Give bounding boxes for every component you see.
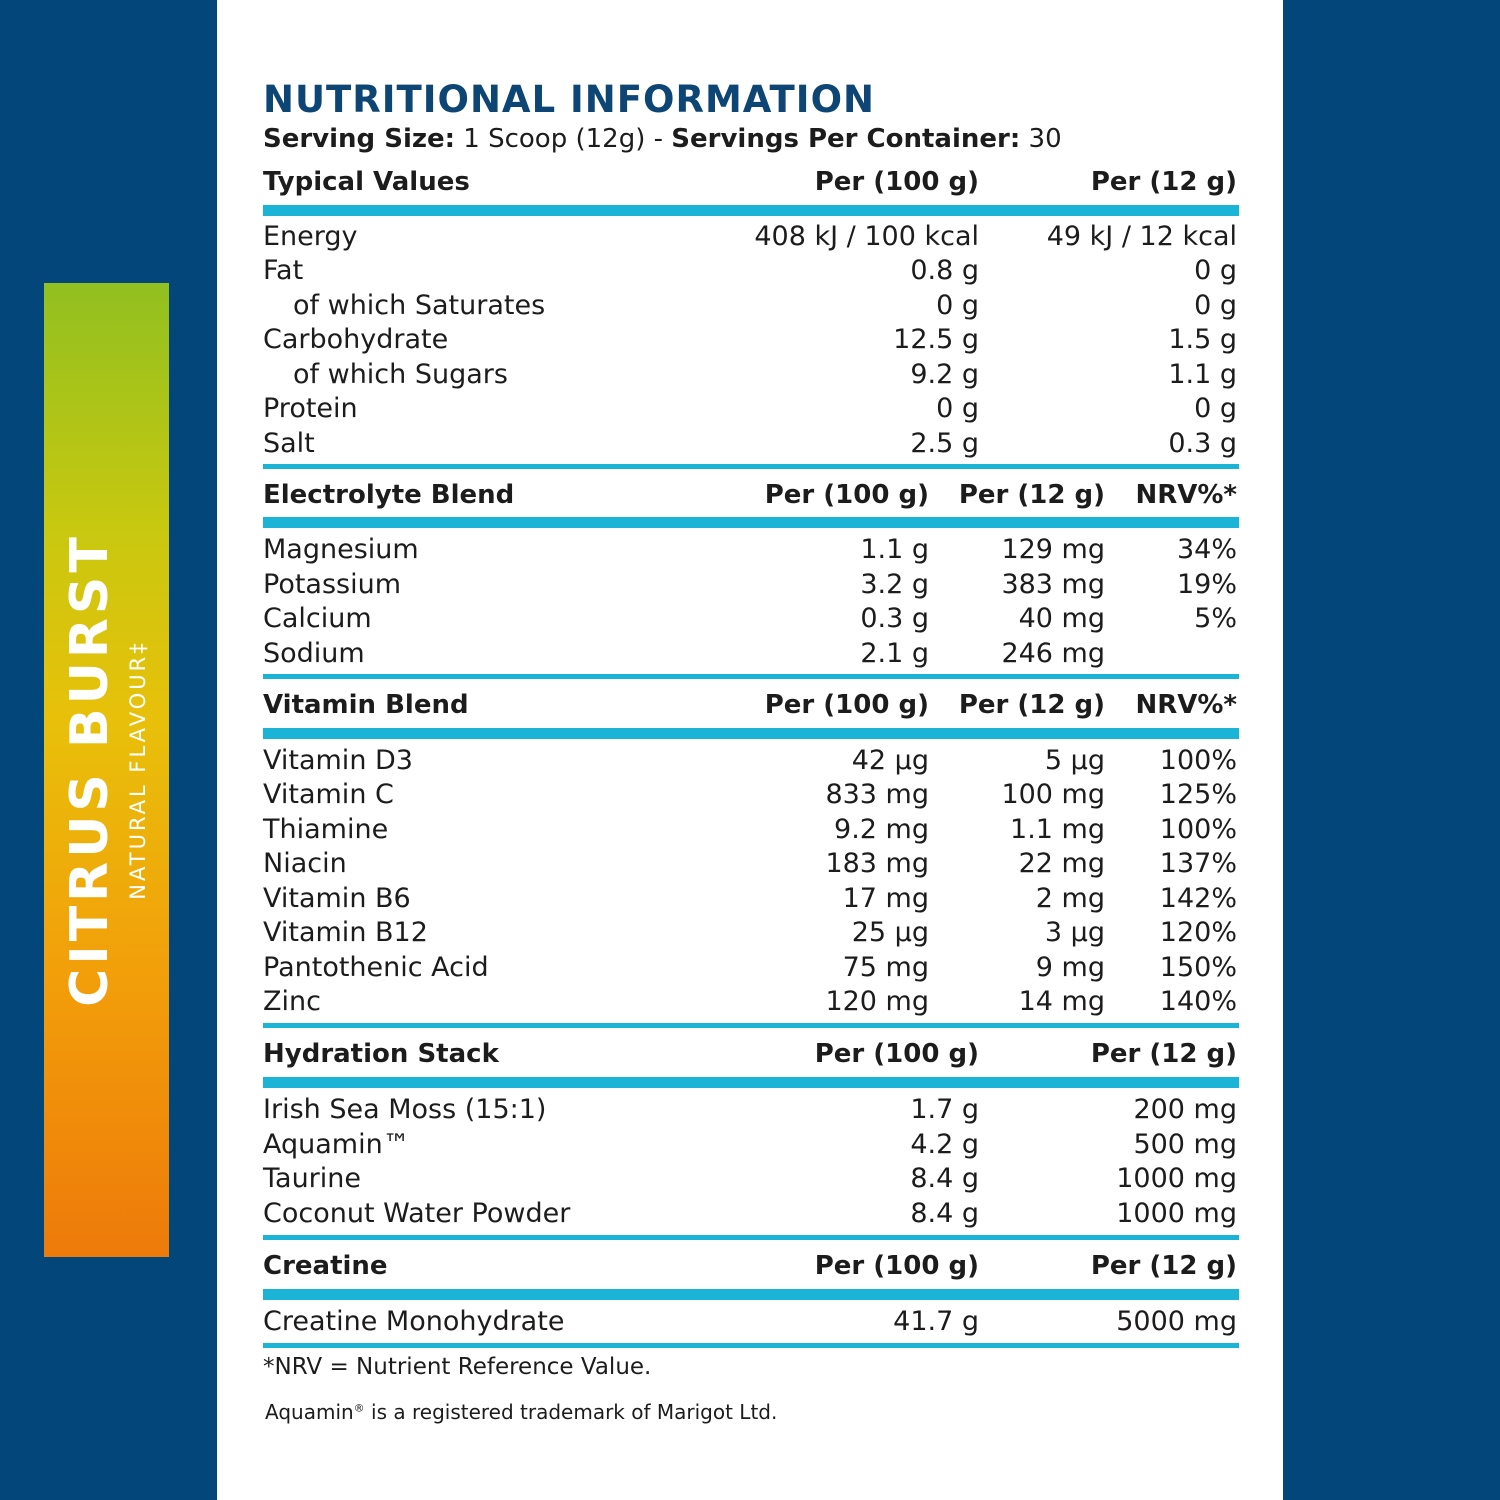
row-nrv: 150%: [1159, 952, 1237, 983]
row-label: Thiamine: [263, 814, 389, 845]
typical-values-header: [263, 165, 1239, 201]
table-row: [263, 602, 1239, 636]
table-row: [263, 289, 1239, 323]
row-label: Salt: [263, 428, 315, 459]
row-per-12g: 22 mg: [1018, 848, 1105, 879]
trademark-text: is a registered trademark of Marigot Ltd.: [364, 1400, 778, 1424]
row-label: Niacin: [263, 848, 347, 879]
servings-per-container-value: 30: [1028, 124, 1062, 154]
row-per-100g: 25 µg: [851, 917, 929, 948]
row-per-12g: 383 mg: [1001, 569, 1105, 600]
table-row: [263, 813, 1239, 847]
divider-thick: [263, 205, 1239, 216]
flavour-label: [59, 320, 152, 1220]
row-label: Taurine: [263, 1163, 362, 1194]
right-border: [1283, 0, 1500, 1500]
serving-line: [263, 124, 1062, 154]
row-per-100g: 3.2 g: [860, 569, 929, 600]
row-label: Fat: [263, 255, 304, 286]
flavour-name: CITRUS BURST: [59, 533, 120, 1007]
row-per-12g: 5000 mg: [1116, 1306, 1237, 1337]
servings-per-container-label: Servings Per Container:: [671, 124, 1021, 154]
table-row: [263, 916, 1239, 950]
header-per-12g: Per (12 g): [1090, 1039, 1237, 1069]
table-row: [263, 744, 1239, 778]
divider-thin: [263, 1023, 1239, 1028]
row-label: Zinc: [263, 986, 321, 1017]
row-label: Pantothenic Acid: [263, 952, 489, 983]
row-label: Protein: [263, 393, 358, 424]
row-per-12g: 129 mg: [1001, 534, 1105, 565]
row-per-100g: 75 mg: [842, 952, 929, 983]
row-per-12g: 2 mg: [1035, 883, 1105, 914]
header-per-100g: Per (100 g): [814, 1039, 979, 1069]
row-per-100g: 4.2 g: [910, 1129, 979, 1160]
row-per-100g: 8.4 g: [910, 1198, 979, 1229]
row-per-100g: 833 mg: [825, 779, 929, 810]
table-row: [263, 1197, 1239, 1231]
header-per-100g: Per (100 g): [764, 690, 929, 720]
flavour-subtitle: NATURAL FLAVOUR‡: [125, 640, 150, 900]
table-row: [263, 1128, 1239, 1162]
row-nrv: 125%: [1159, 779, 1237, 810]
table-row: [263, 778, 1239, 812]
row-nrv: 19%: [1176, 569, 1237, 600]
divider-thick: [263, 1077, 1239, 1088]
row-per-100g: 120 mg: [825, 986, 929, 1017]
divider-thin: [263, 1235, 1239, 1240]
row-label: of which Sugars: [293, 359, 508, 390]
table-row: [263, 1305, 1239, 1339]
row-label: Vitamin D3: [263, 745, 413, 776]
divider-thick: [263, 517, 1239, 528]
row-label: Aquamin™: [263, 1129, 410, 1160]
serving-size-label: Serving Size:: [263, 124, 456, 154]
table-row: [263, 323, 1239, 357]
divider-thin: [263, 1343, 1239, 1348]
divider-thick: [263, 1289, 1239, 1300]
creatine-header: [263, 1249, 1239, 1285]
table-row: [263, 427, 1239, 461]
row-label: Carbohydrate: [263, 324, 449, 355]
divider-thin: [263, 674, 1239, 679]
row-per-12g: 0 g: [1194, 290, 1237, 321]
row-per-100g: 0 g: [936, 393, 979, 424]
row-label: Coconut Water Powder: [263, 1198, 571, 1229]
row-per-100g: 1.1 g: [860, 534, 929, 565]
row-label: Magnesium: [263, 534, 419, 565]
header-label: Typical Values: [263, 167, 470, 197]
row-nrv: 5%: [1194, 603, 1237, 634]
header-per-12g: Per (12 g): [958, 690, 1105, 720]
row-nrv: 120%: [1159, 917, 1237, 948]
trademark-name: Aquamin: [265, 1400, 354, 1424]
row-per-100g: 41.7 g: [893, 1306, 979, 1337]
trademark-footnote: [265, 1400, 777, 1424]
row-label: Potassium: [263, 569, 402, 600]
header-per-100g: Per (100 g): [814, 1251, 979, 1281]
table-row: [263, 568, 1239, 602]
row-label: Calcium: [263, 603, 372, 634]
table-row: [263, 358, 1239, 392]
row-per-12g: 0.3 g: [1168, 428, 1237, 459]
row-label: Irish Sea Moss (15:1): [263, 1094, 547, 1125]
header-per-100g: Per (100 g): [814, 167, 979, 197]
row-label: Energy: [263, 221, 358, 252]
row-per-12g: 1.1 g: [1168, 359, 1237, 390]
table-row: [263, 392, 1239, 426]
row-label: Sodium: [263, 638, 365, 669]
header-per-12g: Per (12 g): [1090, 1251, 1237, 1281]
hydration-stack-header: [263, 1037, 1239, 1073]
row-label: Vitamin C: [263, 779, 394, 810]
row-per-12g: 0 g: [1194, 255, 1237, 286]
header-label: Electrolyte Blend: [263, 480, 515, 510]
row-nrv: 100%: [1159, 814, 1237, 845]
row-per-12g: 246 mg: [1001, 638, 1105, 669]
registered-mark: ®: [353, 1401, 365, 1415]
row-per-100g: 42 µg: [851, 745, 929, 776]
row-nrv: 34%: [1176, 534, 1237, 565]
row-label: Vitamin B12: [263, 917, 428, 948]
flavour-band: [44, 283, 169, 1257]
header-per-100g: Per (100 g): [764, 480, 929, 510]
serving-size-value: 1 Scoop (12g): [463, 124, 646, 154]
row-per-100g: 0.3 g: [860, 603, 929, 634]
table-row: [263, 254, 1239, 288]
table-row: [263, 847, 1239, 881]
row-per-12g: 9 mg: [1035, 952, 1105, 983]
row-per-100g: 9.2 g: [910, 359, 979, 390]
row-nrv: 137%: [1159, 848, 1237, 879]
row-per-12g: 49 kJ / 12 kcal: [1046, 221, 1237, 252]
row-per-100g: 1.7 g: [910, 1094, 979, 1125]
row-per-100g: 0.8 g: [910, 255, 979, 286]
table-row: [263, 985, 1239, 1019]
table-row: [263, 533, 1239, 567]
row-nrv: 100%: [1159, 745, 1237, 776]
row-per-100g: 17 mg: [842, 883, 929, 914]
divider-thick: [263, 728, 1239, 739]
table-row: [263, 220, 1239, 254]
row-per-100g: 2.1 g: [860, 638, 929, 669]
row-per-12g: 3 µg: [1044, 917, 1105, 948]
row-per-100g: 2.5 g: [910, 428, 979, 459]
header-nrv: NRV%*: [1135, 690, 1237, 720]
row-label: Vitamin B6: [263, 883, 411, 914]
table-row: [263, 1162, 1239, 1196]
table-row: [263, 1093, 1239, 1127]
header-label: Hydration Stack: [263, 1039, 499, 1069]
row-per-12g: 500 mg: [1133, 1129, 1237, 1160]
row-per-100g: 408 kJ / 100 kcal: [754, 221, 979, 252]
row-per-12g: 0 g: [1194, 393, 1237, 424]
header-nrv: NRV%*: [1135, 480, 1237, 510]
row-nrv: 140%: [1159, 986, 1237, 1017]
panel-title: NUTRITIONAL INFORMATION: [263, 78, 875, 121]
row-per-12g: 40 mg: [1018, 603, 1105, 634]
header-per-12g: Per (12 g): [1090, 167, 1237, 197]
row-nrv: 142%: [1159, 883, 1237, 914]
row-per-100g: 0 g: [936, 290, 979, 321]
header-per-12g: Per (12 g): [958, 480, 1105, 510]
row-per-100g: 183 mg: [825, 848, 929, 879]
row-per-12g: 1000 mg: [1116, 1163, 1237, 1194]
row-per-12g: 1.5 g: [1168, 324, 1237, 355]
row-per-12g: 100 mg: [1001, 779, 1105, 810]
row-per-100g: 8.4 g: [910, 1163, 979, 1194]
table-row: [263, 637, 1239, 671]
nrv-footnote: *NRV = Nutrient Reference Value.: [263, 1354, 652, 1380]
serving-separator: -: [653, 124, 664, 154]
row-per-12g: 5 µg: [1044, 745, 1105, 776]
header-label: Vitamin Blend: [263, 690, 469, 720]
row-per-12g: 14 mg: [1018, 986, 1105, 1017]
table-row: [263, 882, 1239, 916]
header-label: Creatine: [263, 1251, 388, 1281]
row-per-100g: 12.5 g: [893, 324, 979, 355]
electrolyte-blend-header: [263, 478, 1239, 514]
divider-thin: [263, 464, 1239, 469]
row-per-100g: 9.2 mg: [834, 814, 929, 845]
row-label: Creatine Monohydrate: [263, 1306, 565, 1337]
row-per-12g: 200 mg: [1133, 1094, 1237, 1125]
table-row: [263, 951, 1239, 985]
row-per-12g: 1000 mg: [1116, 1198, 1237, 1229]
vitamin-blend-header: [263, 688, 1239, 724]
row-per-12g: 1.1 mg: [1010, 814, 1105, 845]
row-label: of which Saturates: [293, 290, 546, 321]
